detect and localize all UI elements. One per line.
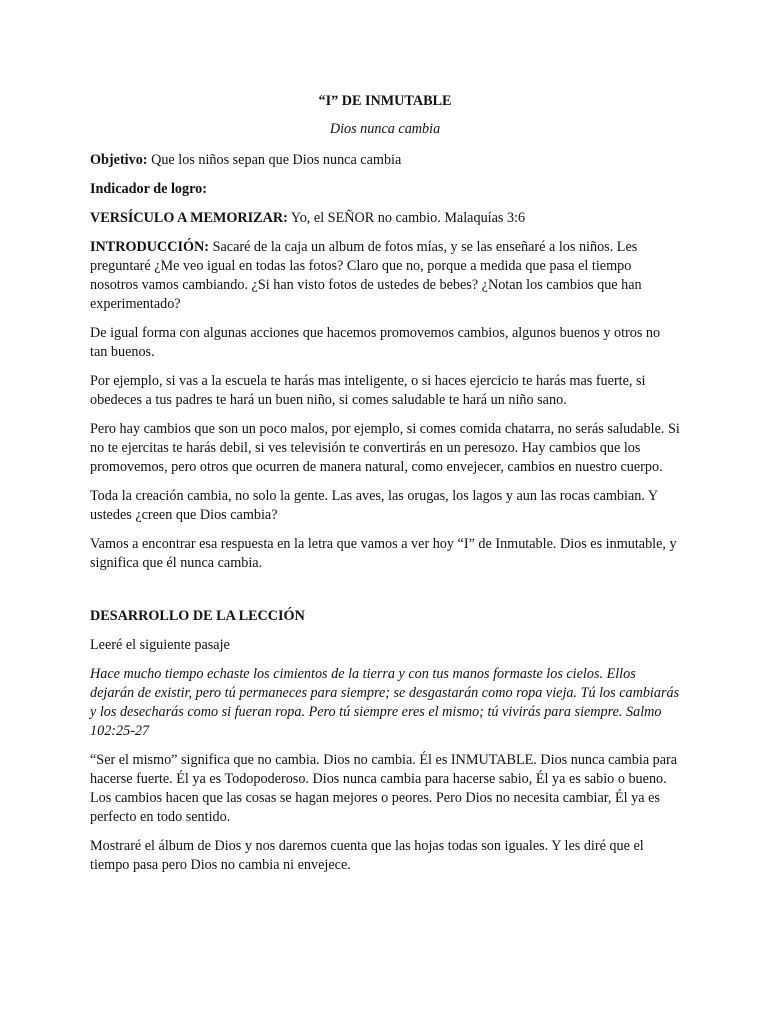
introduccion-text: Sacaré de la caja un album de fotos mías, y se las enseñaré a los niños. Les preguntaré ¿Me veo igual en todas las fotos? Claro que no, porque a medida que pasa el tiempo nosotros vamos cambiando. ¿Si han visto fotos de ustedes de bebes? ¿Notan los cambios que han experimentado? bbox=[90, 239, 642, 312]
objetivo-paragraph bbox=[90, 151, 680, 170]
document-page bbox=[90, 92, 680, 875]
body-paragraph: De igual forma con algunas acciones que hacemos promovemos cambios, algunos buenos y otros no tan buenos. bbox=[90, 325, 661, 360]
desarrollo-lead: Leeré el siguiente pasaje bbox=[90, 637, 230, 653]
introduccion-label: INTRODUCCIÓN: bbox=[90, 239, 210, 255]
body-paragraph: Por ejemplo, si vas a la escuela te harás mas inteligente, o si haces ejercicio te harás mas fuerte, si obedeces a tus padres te hará un buen niño, si comes saludable te hará un niño sano. bbox=[90, 373, 646, 408]
indicador-label: Indicador de logro: bbox=[90, 181, 207, 197]
body-paragraph: Mostraré el álbum de Dios y nos daremos cuenta que las hojas todas son iguales. Y les diré que el tiempo pasa pero Dios no cambia ni envejece. bbox=[90, 838, 644, 873]
scripture-passage: Hace mucho tiempo echaste los cimientos de la tierra y con tus manos formaste los cielos. Ellos dejarán de existir, pero tú permaneces para siempre; se desgastarán como ropa vieja. Tú los cambiarás y los desecharás como si fueran ropa. Pero tú siempre eres el mismo; tú vivirás para siempre. Salmo 102:25-27 bbox=[90, 666, 680, 739]
objetivo-text: Que los niños sepan que Dios nunca cambia bbox=[147, 152, 402, 168]
section-heading-desarrollo: DESARROLLO DE LA LECCIÓN bbox=[90, 608, 305, 624]
versiculo-label: VERSÍCULO A MEMORIZAR: bbox=[90, 210, 288, 226]
objetivo-label: Objetivo: bbox=[90, 152, 148, 168]
indicador-paragraph bbox=[90, 180, 680, 199]
versiculo-paragraph bbox=[90, 209, 680, 228]
body-paragraph: “Ser el mismo” significa que no cambia. Dios no cambia. Él es INMUTABLE. Dios nunca cambia para hacerse fuerte. Él ya es Todopoderoso. Dios nunca cambia para hacerse sabio, Él ya es sabio o bueno. Los cambios hacen que las cosas se hagan mejores o peores. Pero Dios no necesita cambiar, Él ya es perfecto en todo sentido. bbox=[90, 752, 678, 825]
document-title: “I” DE INMUTABLE bbox=[318, 93, 452, 109]
body-paragraph: Toda la creación cambia, no solo la gente. Las aves, las orugas, los lagos y aun las rocas cambian. Y ustedes ¿creen que Dios cambia? bbox=[90, 488, 658, 523]
document-subtitle: Dios nunca cambia bbox=[329, 121, 441, 137]
body-paragraph: Vamos a encontrar esa respuesta en la letra que vamos a ver hoy “I” de Inmutable. Dios es inmutable, y significa que él nunca cambia. bbox=[90, 536, 677, 571]
versiculo-text: Yo, el SEÑOR no cambio. Malaquías 3:6 bbox=[287, 210, 526, 226]
body-paragraph: Pero hay cambios que son un poco malos, por ejemplo, si comes comida chatarra, no serás saludable. Si no te ejercitas te harás debil, si ves televisión te convertirás en un peresozo. Hay cambios que los promovemos, pero otros que ocurren de manera natural, como envejecer, cambios en nuestro cuerpo. bbox=[90, 421, 680, 475]
introduccion-paragraph bbox=[90, 238, 680, 314]
